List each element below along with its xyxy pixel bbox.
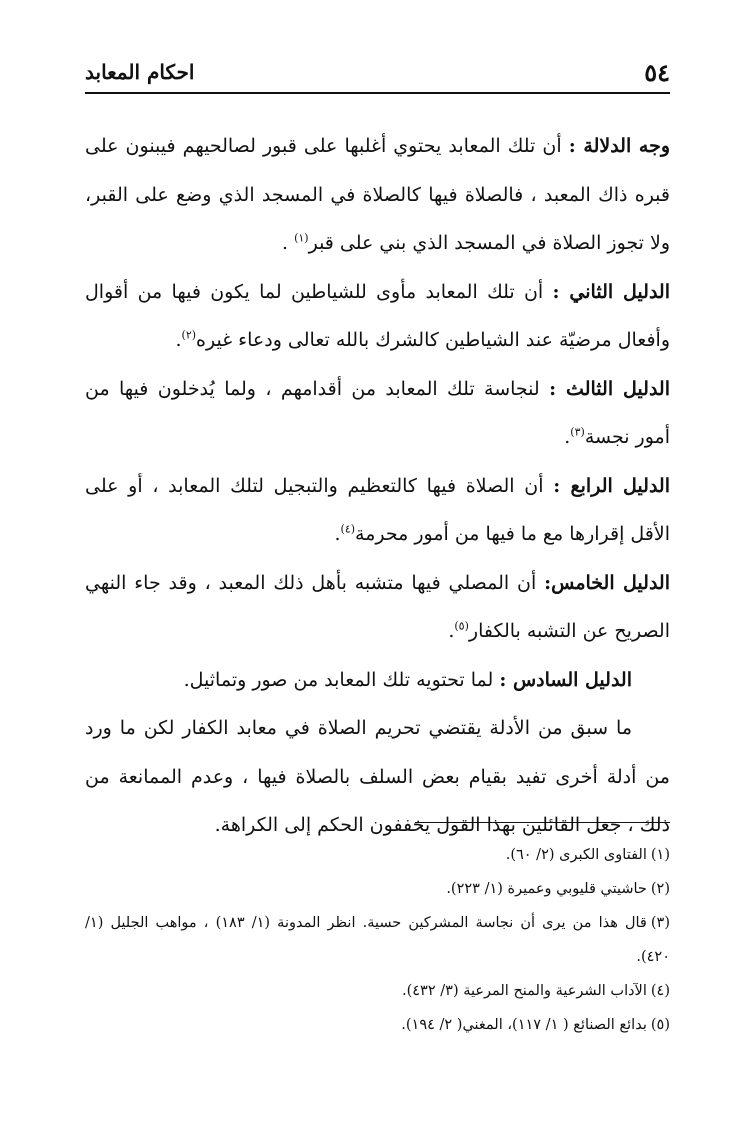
paragraph-end: . [564,426,571,448]
page-header [85,52,670,94]
paragraph-text: ما سبق من الأدلة يقتضي تحريم الصلاة في معابد الكفار لكن ما ورد من أدلة أخرى تفيد بقيام بعض السلف بالصلاة فيها ، وعدم الممانعة من ذلك ، جعل القائلين بهذا القول يخففون الحكم إلى الكراهة. [85,717,670,836]
footnote-text: الآداب الشرعية والمنح المرعية (٣/ ٤٣٢). [401,983,647,999]
paragraph-evidence-aspect [85,122,670,268]
paragraph-end: . [281,232,295,254]
footnote-number: (٢) [650,881,670,897]
footnote-text: بدائع الصنائع ( ١/ ١١٧)، المغني( ٢/ ١٩٤). [401,1017,647,1033]
paragraph-end: . [448,620,455,642]
footnote-text: حاشيتي قليوبي وعميرة (١/ ٢٢٣). [446,881,647,897]
paragraph-text: لما تحتويه تلك المعابد من صور وتماثيل. [183,668,500,691]
paragraph-evidence-3 [85,365,670,462]
footnote-ref-1[interactable]: (١) [294,231,309,245]
footnote-separator [415,822,670,823]
main-text [85,122,670,850]
paragraph-text: أن الصلاة فيها كالتعظيم والتبجيل لتلك المعابد ، أو على الأقل إقرارها مع ما فيها من أمور محرمة [85,474,670,545]
footnote-text: الفتاوى الكبرى (٢/ ٦٠). [505,847,647,863]
footnote-number: (٣) [650,915,670,931]
footnote-1 [85,838,670,872]
footnote-ref-5[interactable]: (٥) [454,619,469,633]
paragraph-evidence-2 [85,268,670,365]
paragraph-heading: الدليل الخامس: [544,571,670,594]
footnote-4 [85,974,670,1008]
footnote-number: (١) [650,847,670,863]
footnote-ref-3[interactable]: (٣) [570,425,585,439]
paragraph-heading: وجه الدلالة : [568,135,671,157]
paragraph-conclusion [85,704,670,850]
paragraph-evidence-4 [85,462,670,559]
footnote-3 [85,906,670,974]
paragraph-heading: الدليل السادس : [499,668,632,691]
paragraph-text: أن تلك المعابد يحتوي أغلبها على قبور لصالحيهم فيبنون على قبره ذاك المعبد ، فالصلاة فيها كالصلاة في المسجد الذي وضع على القبر، ولا تجوز الصلاة في المسجد الذي بني على قبر [85,135,670,254]
footnote-2 [85,872,670,906]
footnote-number: (٤) [650,983,670,999]
footnote-number: (٥) [650,1017,670,1033]
paragraph-evidence-6 [85,656,670,705]
page-number: ٥٤ [644,57,670,87]
paragraph-heading: الدليل الرابع : [553,474,670,497]
running-title: احكام المعابد [85,60,195,84]
footnote-text: قال هذا من يرى أن نجاسة المشركين حسية. انظر المدونة (١/ ١٨٣) ، مواهب الجليل (١/ ٤٢٠). [85,915,670,965]
paragraph-end: . [334,523,341,545]
footnote-ref-2[interactable]: (٢) [181,328,197,342]
paragraph-heading: الدليل الثالث : [549,377,671,400]
paragraph-heading: الدليل الثاني : [552,280,670,303]
paragraph-end: . [175,329,182,351]
paragraph-text: لنجاسة تلك المعابد من أقدامهم ، ولما يُدخلون فيها من أمور نجسة [85,377,670,448]
footnotes [85,838,670,1042]
footnote-5 [85,1008,670,1042]
paragraph-text: أن المصلي فيها متشبه بأهل ذلك المعبد ، وقد جاء النهي الصريح عن التشبه بالكفار [85,571,670,642]
footnote-ref-4[interactable]: (٤) [340,522,356,536]
paragraph-text: أن تلك المعابد مأوى للشياطين لما يكون فيها من أقوال وأفعال مرضيّة عند الشياطين كالشرك بالله تعالى ودعاء غيره [85,280,670,351]
paragraph-evidence-5 [85,559,670,656]
